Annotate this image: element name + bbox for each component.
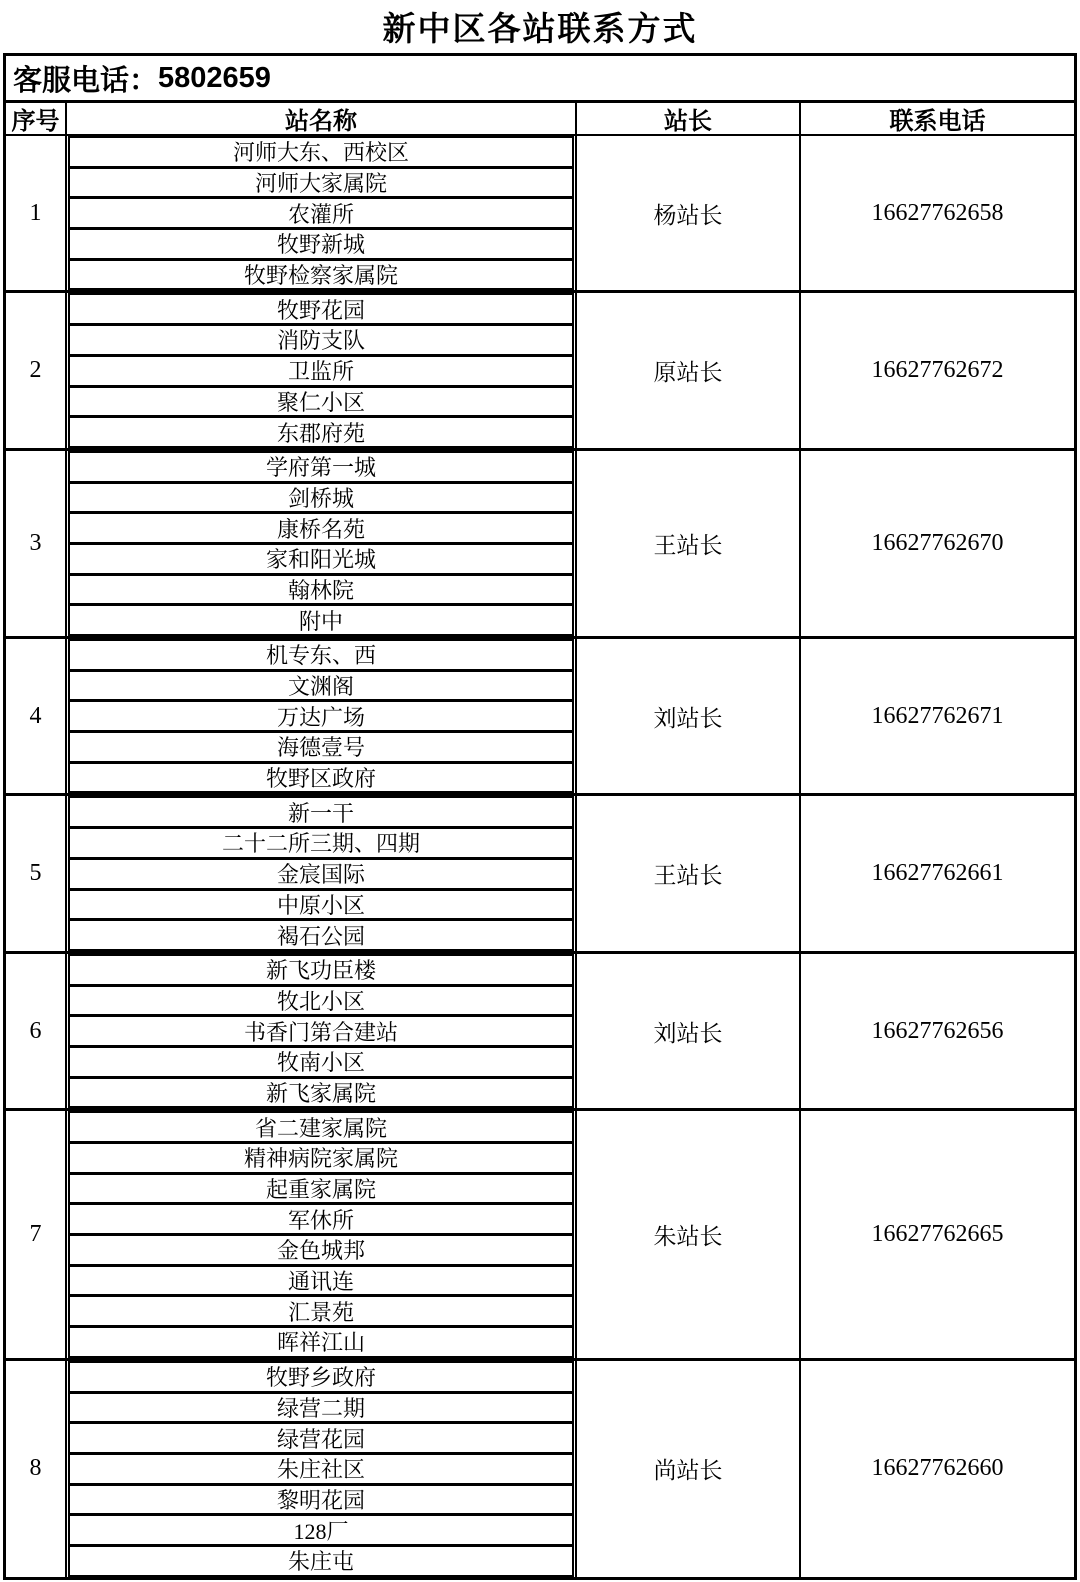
group-rows	[6, 136, 1074, 1577]
station-cell: 新一干	[68, 796, 574, 828]
page-title: 新中区各站联系方式	[382, 10, 698, 47]
service-phone-label: 客服电话：	[13, 64, 159, 97]
station-cell: 金色城邦	[68, 1234, 574, 1266]
table-group-row	[6, 796, 1074, 953]
station-cell: 通讯连	[68, 1265, 574, 1297]
station-cell: 牧野检察家属院	[68, 259, 574, 291]
station-cell: 聚仁小区	[68, 386, 574, 418]
station-cell: 军休所	[68, 1203, 574, 1235]
station-cell: 128厂	[68, 1514, 574, 1546]
table-group-row	[6, 954, 1074, 1111]
service-phone-row	[6, 56, 1074, 103]
phone-cell: 16627762658	[871, 199, 1004, 226]
station-master-cell: 刘站长	[577, 639, 801, 793]
header-station-master: 站长	[577, 103, 801, 134]
station-cell: 牧野区政府	[68, 762, 574, 794]
station-master-cell: 王站长	[577, 451, 801, 636]
station-cell: 汇景苑	[68, 1295, 574, 1327]
station-cell: 学府第一城	[68, 451, 574, 483]
station-list	[67, 451, 577, 636]
station-cell: 朱庄屯	[68, 1545, 574, 1577]
station-cell: 省二建家属院	[68, 1111, 574, 1143]
station-cell: 农灌所	[68, 197, 574, 229]
table-group-row	[6, 1111, 1074, 1361]
station-master-cell: 杨站长	[577, 136, 801, 290]
station-master-cell: 刘站长	[577, 954, 801, 1108]
station-cell: 绿营二期	[68, 1392, 574, 1424]
station-cell: 家和阳光城	[68, 543, 574, 575]
table-group-row	[6, 639, 1074, 796]
table-group-row	[6, 451, 1074, 639]
phone-cell: 16627762665	[871, 1221, 1004, 1248]
station-cell: 附中	[68, 604, 574, 636]
header-serial: 序号	[6, 103, 67, 134]
group-serial-cell: 4	[6, 639, 67, 793]
station-cell: 起重家属院	[68, 1173, 574, 1205]
phone-cell: 16627762660	[871, 1455, 1004, 1482]
station-master-cell: 朱站长	[577, 1111, 801, 1358]
table-header-row	[6, 103, 1074, 136]
station-cell: 书香门第合建站	[68, 1015, 574, 1047]
station-cell: 剑桥城	[68, 482, 574, 514]
station-master-cell: 王站长	[577, 796, 801, 950]
station-cell: 褐石公园	[68, 919, 574, 951]
station-cell: 新飞功臣楼	[68, 954, 574, 986]
station-list	[67, 1111, 577, 1358]
group-serial-cell: 5	[6, 796, 67, 950]
station-cell: 河师大东、西校区	[68, 136, 574, 168]
contact-table	[3, 53, 1077, 1580]
station-cell: 消防支队	[68, 324, 574, 356]
header-contact-phone: 联系电话	[889, 108, 986, 135]
header-station-name: 站名称	[67, 103, 577, 134]
station-cell: 东郡府苑	[68, 416, 574, 448]
group-serial-cell: 7	[6, 1111, 67, 1358]
station-list	[67, 796, 577, 950]
phone-cell: 16627762671	[871, 702, 1004, 729]
station-cell: 翰林院	[68, 574, 574, 606]
station-cell: 康桥名苑	[68, 512, 574, 544]
group-serial-cell: 3	[6, 451, 67, 636]
station-cell: 文渊阁	[68, 670, 574, 702]
station-cell: 机专东、西	[68, 639, 574, 671]
station-cell: 牧北小区	[68, 985, 574, 1017]
station-list	[67, 136, 577, 290]
group-serial-cell: 6	[6, 954, 67, 1108]
group-serial-cell: 8	[6, 1361, 67, 1577]
phone-cell: 16627762672	[871, 357, 1004, 384]
service-phone-number: 5802659	[158, 61, 271, 94]
station-master-cell: 尚站长	[577, 1361, 801, 1577]
station-cell: 黎明花园	[68, 1484, 574, 1516]
station-cell: 牧野新城	[68, 228, 574, 260]
station-list	[67, 293, 577, 447]
station-list	[67, 954, 577, 1108]
phone-cell: 16627762656	[871, 1017, 1004, 1044]
station-cell: 河师大家属院	[68, 167, 574, 199]
station-cell: 金宸国际	[68, 858, 574, 890]
station-cell: 中原小区	[68, 889, 574, 921]
station-cell: 新飞家属院	[68, 1077, 574, 1109]
station-cell: 卫监所	[68, 355, 574, 387]
station-cell: 牧南小区	[68, 1046, 574, 1078]
table-group-row	[6, 293, 1074, 450]
station-list	[67, 1361, 577, 1577]
station-cell: 精神病院家属院	[68, 1142, 574, 1174]
table-group-row	[6, 136, 1074, 293]
station-list	[67, 639, 577, 793]
station-cell: 朱庄社区	[68, 1453, 574, 1485]
phone-cell: 16627762670	[871, 529, 1004, 556]
station-master-cell: 原站长	[577, 293, 801, 447]
station-cell: 晖祥江山	[68, 1326, 574, 1358]
station-cell: 牧野乡政府	[68, 1361, 574, 1393]
group-serial-cell: 2	[6, 293, 67, 447]
station-cell: 牧野花园	[68, 293, 574, 325]
station-cell: 绿营花园	[68, 1422, 574, 1454]
phone-cell: 16627762661	[871, 860, 1004, 887]
group-serial-cell: 1	[6, 136, 67, 290]
station-cell: 海德壹号	[68, 731, 574, 763]
table-group-row	[6, 1361, 1074, 1577]
station-cell: 万达广场	[68, 700, 574, 732]
station-cell: 二十二所三期、四期	[68, 827, 574, 859]
